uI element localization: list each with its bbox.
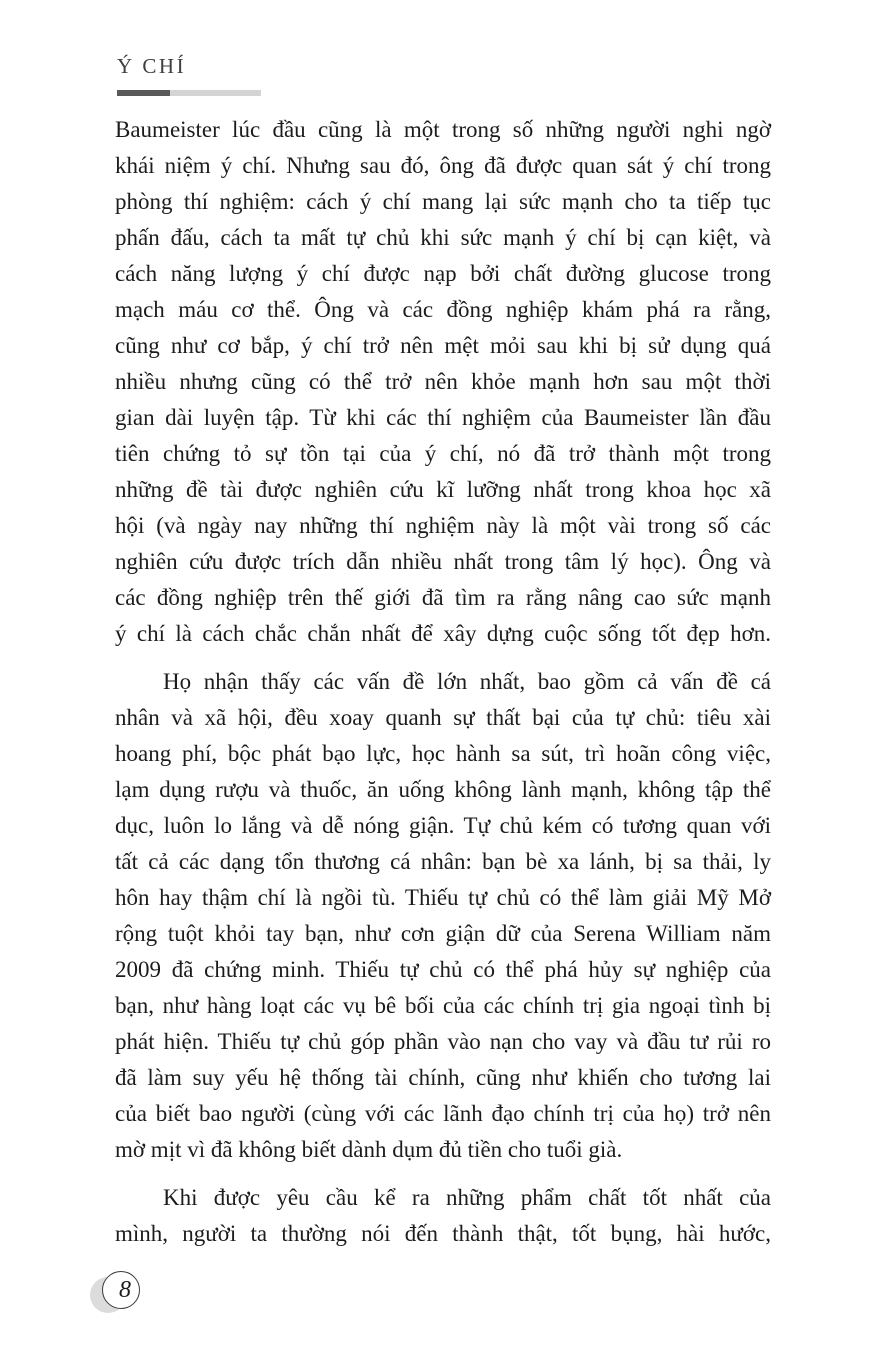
page-badge-circle <box>102 1271 140 1309</box>
text-line: hoang phí, bộc phát bạo lực, học hành sa sút, trì hoãn công việc, <box>115 741 771 766</box>
paragraph <box>115 1180 771 1252</box>
divider-light-segment <box>170 90 261 96</box>
text-line: đã làm suy yếu hệ thống tài chính, cũng như khiến cho tương lai <box>115 1065 771 1090</box>
text-line: các đồng nghiệp trên thế giới đã tìm ra rằng nâng cao sức mạnh <box>115 585 771 610</box>
text-line: những đề tài được nghiên cứu kĩ lưỡng nhất trong khoa học xã <box>115 477 771 502</box>
text-line: hôn hay thậm chí là ngồi tù. Thiếu tự chủ có thể làm giải Mỹ Mở <box>115 885 771 910</box>
text-line: mình, người ta thường nói đến thành thật, tốt bụng, hài hước, <box>115 1221 771 1246</box>
divider-dark-segment <box>117 90 170 96</box>
text-line: cách năng lượng ý chí được nạp bởi chất đường glucose trong <box>115 261 771 286</box>
text-line: cũng như cơ bắp, ý chí trở nên mệt mỏi sau khi bị sử dụng quá <box>115 333 771 358</box>
text-line: lạm dụng rượu và thuốc, ăn uống không lành mạnh, không tập thể <box>115 777 771 802</box>
page-number: 8 <box>119 1276 131 1303</box>
text-line: bạn, như hàng loạt các vụ bê bối của các chính trị gia ngoại tình bị <box>115 993 771 1018</box>
text-line: hội (và ngày nay những thí nghiệm này là một vài trong số các <box>115 513 771 538</box>
text-line: phấn đấu, cách ta mất tự chủ khi sức mạnh ý chí bị cạn kiệt, và <box>115 225 771 250</box>
text-line: mờ mịt vì đã không biết dành dụm đủ tiền cho tuổi già. <box>115 1137 623 1162</box>
text-line: mạch máu cơ thể. Ông và các đồng nghiệp khám phá ra rằng, <box>115 297 771 322</box>
page-number-badge <box>90 1271 142 1321</box>
text-line: Họ nhận thấy các vấn đề lớn nhất, bao gồm cả vấn đề cá <box>163 669 771 694</box>
text-line: nhân và xã hội, đều xoay quanh sự thất bại của tự chủ: tiêu xài <box>115 705 771 730</box>
text-line: gian dài luyện tập. Từ khi các thí nghiệm của Baumeister lần đầu <box>115 405 771 430</box>
text-line: tiên chứng tỏ sự tồn tại của ý chí, nó đã trở thành một trong <box>115 441 771 466</box>
text-line: phòng thí nghiệm: cách ý chí mang lại sức mạnh cho ta tiếp tục <box>115 189 771 214</box>
text-line: nhiều nhưng cũng có thể trở nên khỏe mạnh hơn sau một thời <box>115 369 771 394</box>
text-line: dục, luôn lo lắng và dễ nóng giận. Tự chủ kém có tương quan với <box>115 813 771 838</box>
text-line: 2009 đã chứng minh. Thiếu tự chủ có thể phá hủy sự nghiệp của <box>115 957 771 982</box>
running-head: Ý CHÍ <box>117 54 187 78</box>
paragraph <box>115 664 771 1168</box>
text-line: Khi được yêu cầu kể ra những phẩm chất tốt nhất của <box>163 1185 771 1210</box>
text-line: phát hiện. Thiếu tự chủ góp phần vào nạn cho vay và đầu tư rủi ro <box>115 1029 771 1054</box>
text-line: ý chí là cách chắc chắn nhất để xây dựng cuộc sống tốt đẹp hơn. <box>115 621 771 646</box>
text-line: rộng tuột khỏi tay bạn, như cơn giận dữ của Serena William năm <box>115 921 771 946</box>
text-line: khái niệm ý chí. Nhưng sau đó, ông đã được quan sát ý chí trong <box>115 153 771 178</box>
paragraph <box>115 112 771 652</box>
text-line: tất cả các dạng tổn thương cá nhân: bạn bè xa lánh, bị sa thải, ly <box>115 849 771 874</box>
text-line: nghiên cứu được trích dẫn nhiều nhất trong tâm lý học). Ông và <box>115 549 771 574</box>
text-line: Baumeister lúc đầu cũng là một trong số những người nghi ngờ <box>115 117 771 142</box>
header-divider <box>117 90 261 96</box>
body-text <box>115 112 771 1252</box>
text-line: của biết bao người (cùng với các lãnh đạo chính trị của họ) trở nên <box>115 1101 771 1126</box>
